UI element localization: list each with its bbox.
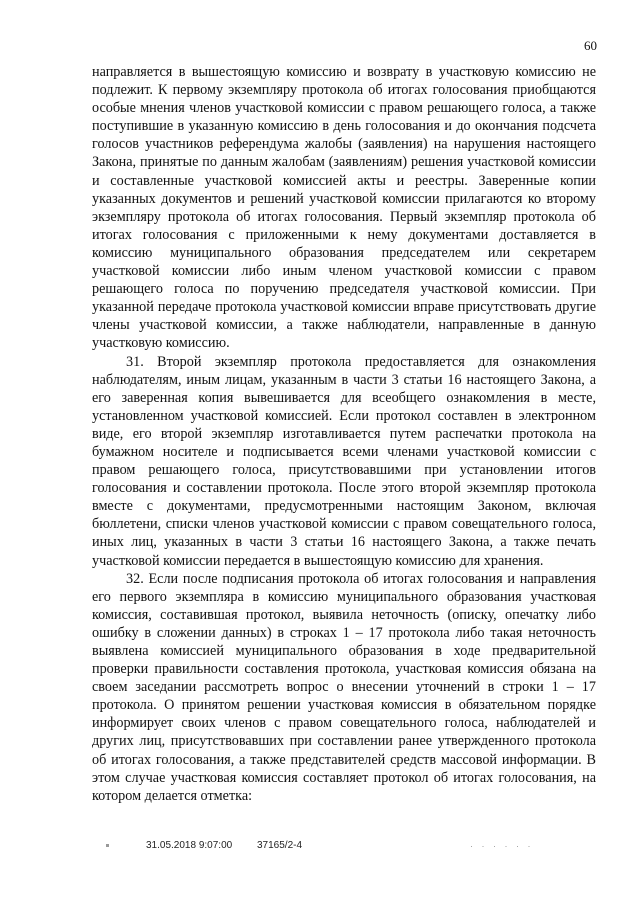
paragraph-continuation: направляется в вышестоящую комиссию и возврату в участковую комиссию не подлежит. К первому экземпляру протокола об итогах голосования приобщаются особые мнения членов участковой комиссии с правом решающего голоса, а также поступившие в указанную комиссию в день голосования и до окончания подсчета голосов участников референдума жалобы (заявления) на нарушения настоящего Закона, принятые по данным жалобам (заявлениям) решения участковой комиссии и составленные участковой комиссией акты и реестры. Заверенные копии указанных документов и решений участковой комиссии прилагаются ко второму экземпляру протокола об итогах голосования. Первый экземпляр протокола об итогах голосования с приложенными к нему документами доставляется в комиссию муниципального образования председателем или секретарем участковой комиссии либо иным членом участковой комиссии с правом решающего голоса по поручению председателя участковой комиссии. При указанной передаче протокола участковой комиссии вправе присутствовать другие члены участковой комиссии, а также наблюдатели, направленные в данную участковую комиссию. xyxy=(92,64,596,352)
paragraph-32: 32. Если после подписания протокола об итогах голосования и направления его первого экземпляра в комиссию муниципального образования участковая комиссия, составившая протокол, выявила неточность (описку, опечатку либо ошибку в сложении данных) в строках 1 – 17 протокола либо такая неточность выявлена комиссией муниципального образования в ходе предварительной проверки правильности составления протокола, участковая комиссия обязана на своем заседании рассмотреть вопрос о внесении уточнений в строки 1 – 17 протокола. О принятом решении участковая комиссия в обязательном порядке информирует своих членов с правом совещательного голоса, наблюдателей и других лиц, присутствовавших при составлении ранее утвержденного протокола об итогах голосования, а также представителей средств массовой информации. В этом случае участковая комиссия составляет протокол об итогах голосования, на котором делается отметка: xyxy=(92,570,596,804)
document-body xyxy=(92,63,596,805)
scan-dots: · · · · · · xyxy=(470,841,534,851)
paragraph-31: 31. Второй экземпляр протокола предоставляется для ознакомления наблюдателям, иным лицам, указанным в части 3 статьи 16 настоящего Закона, а его заверенная копия вывешивается для всеобщего ознакомления в месте, установленном участковой комиссией. Если протокол составлен в электронном виде, его второй экземпляр изготавливается путем распечатки протокола на бумажном носителе и подписывается всеми членами участковой комиссии с правом решающего голоса, присутствовавшими при установлении итогов голосования и составлении протокола. После этого второй экземпляр протокола вместе с документами, предусмотренными настоящим Законом, включая бюллетени, списки членов участковой комиссии с правом совещательного голоса, иных лиц, указанных в части 3 статьи 16 настоящего Закона, а также печать участковой комиссии передается в вышестоящую комиссию для хранения. xyxy=(92,353,596,569)
page-number: 60 xyxy=(584,38,597,53)
footer-timestamp: 31.05.2018 9:07:00 xyxy=(146,840,233,851)
scan-mark xyxy=(106,844,109,847)
footer-document-id: 37165/2-4 xyxy=(257,840,303,851)
